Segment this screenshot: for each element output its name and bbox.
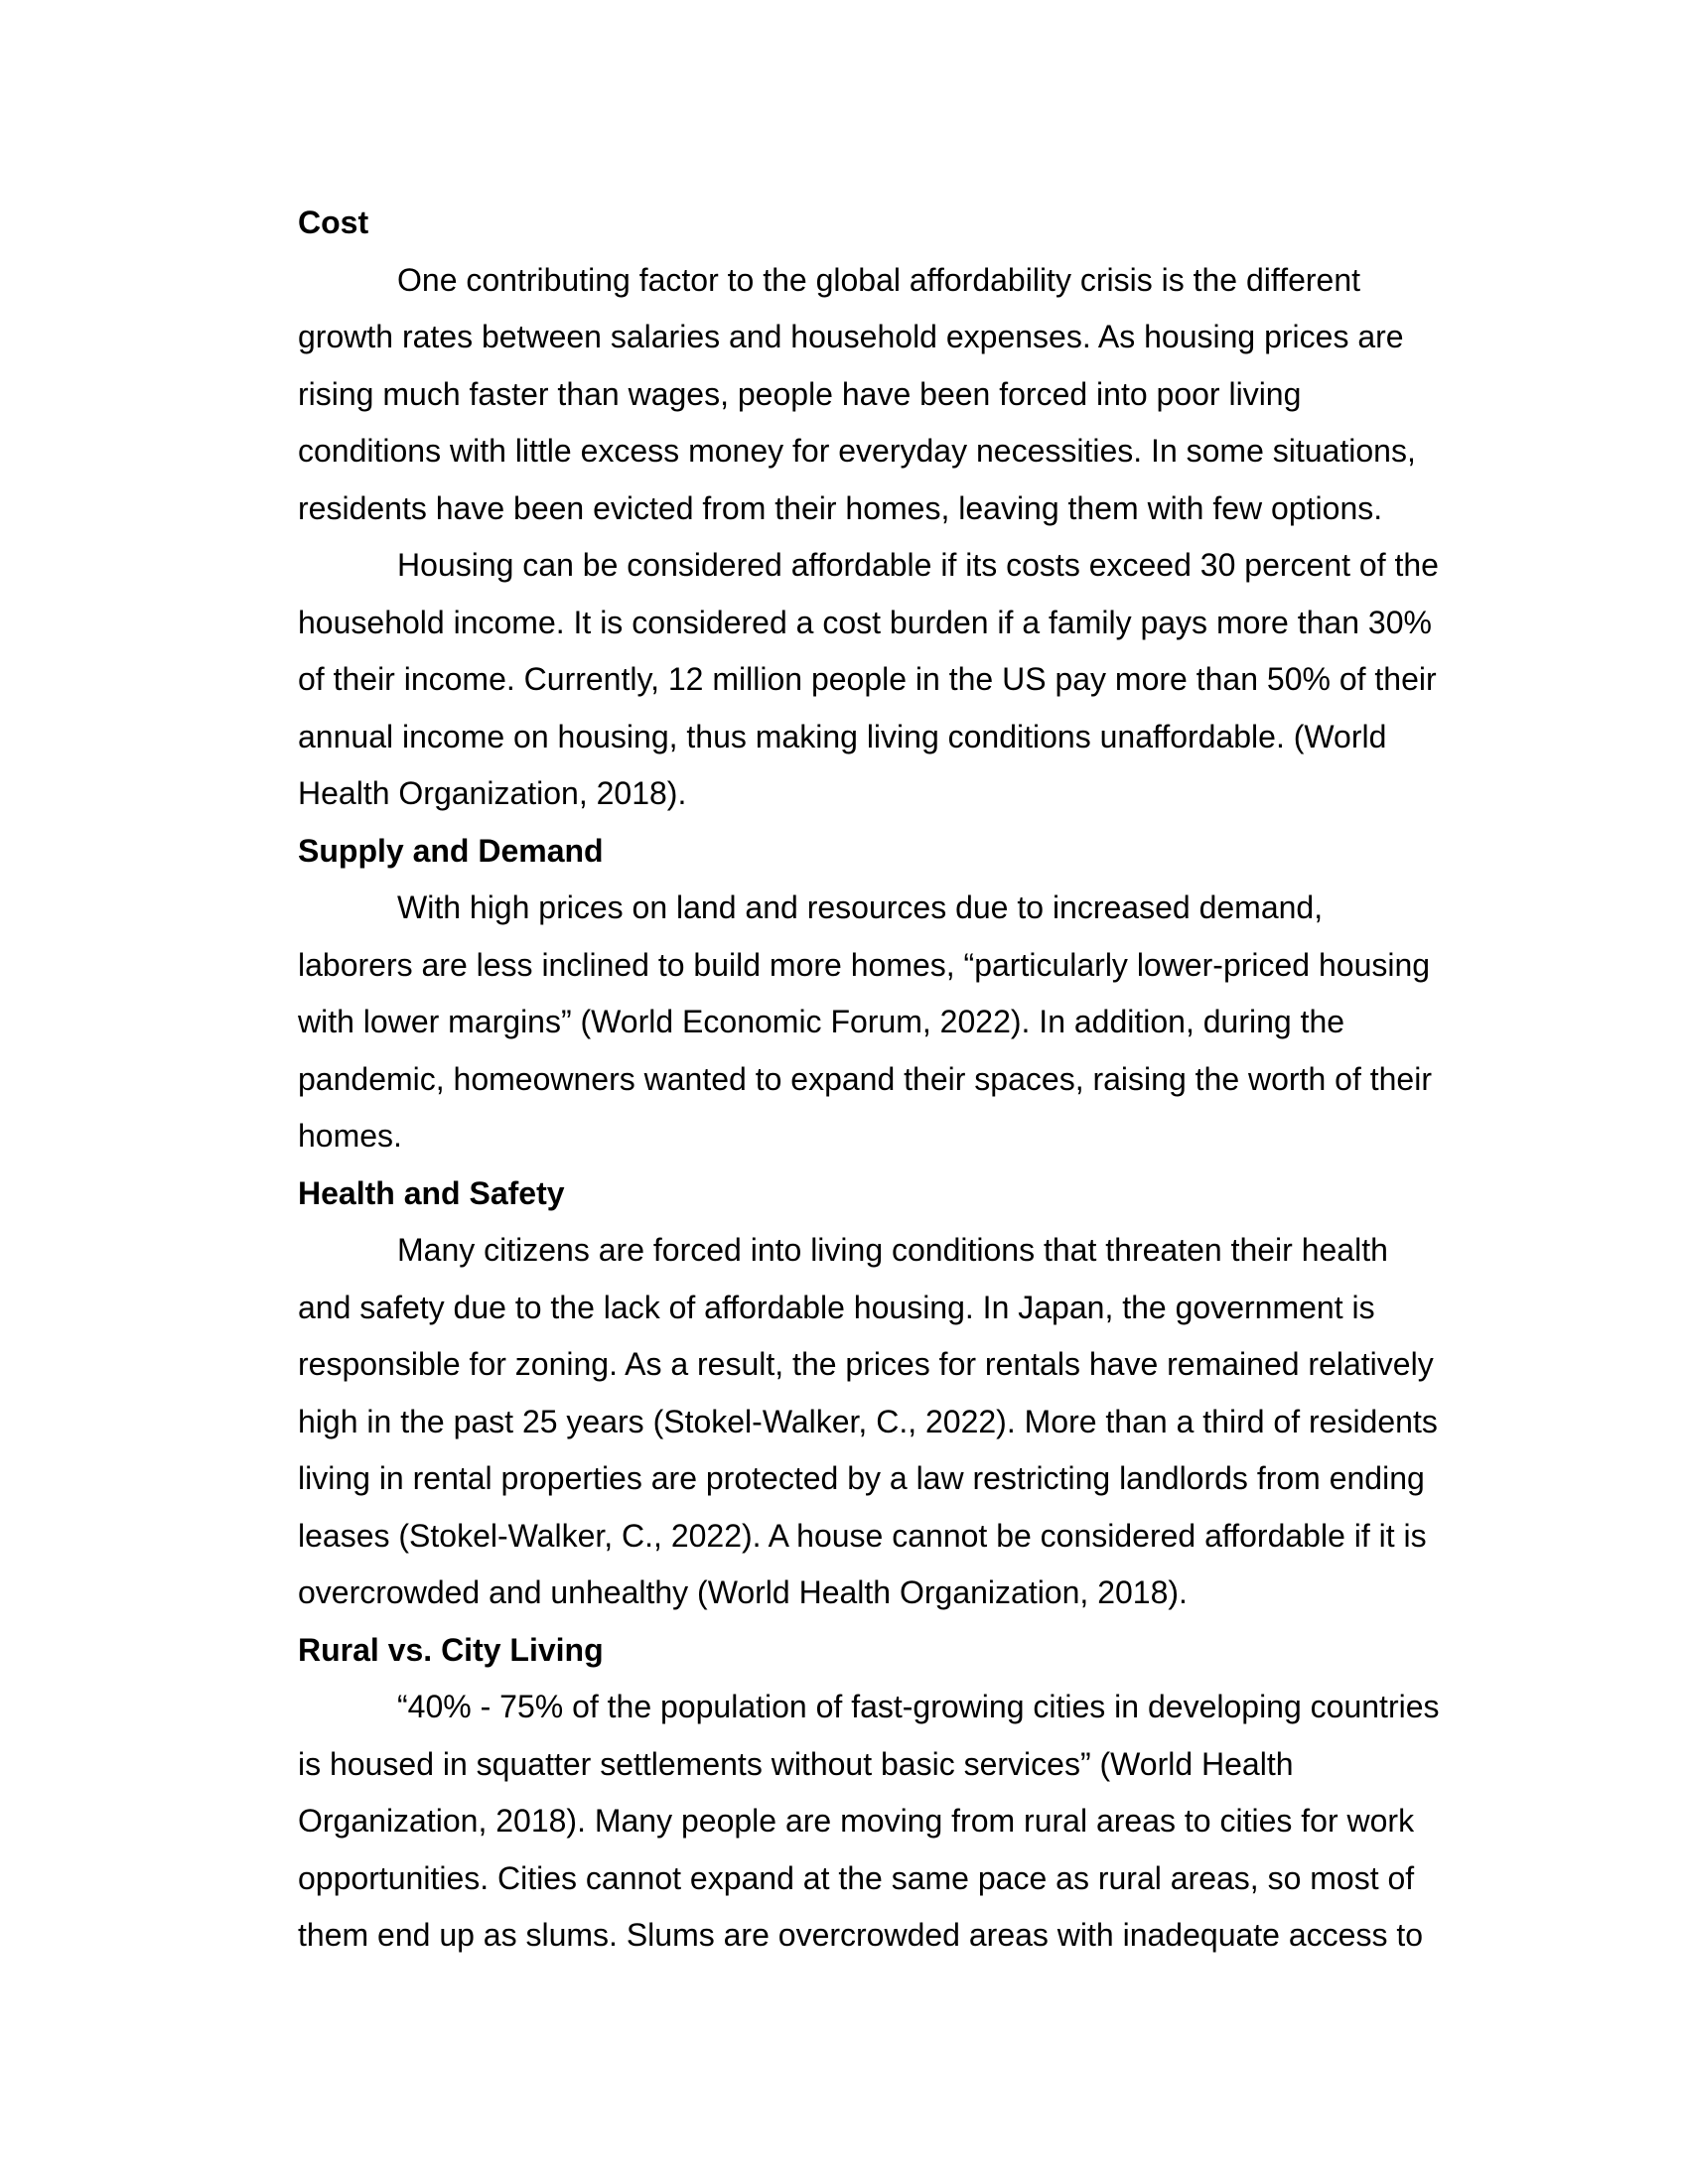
text-line: annual income on housing, thus making living conditions unaffordable. (World bbox=[298, 718, 1387, 754]
text-line: leases (Stokel-Walker, C., 2022). A house cannot be considered affordable if it is bbox=[298, 1517, 1427, 1554]
document-page bbox=[298, 195, 1489, 1965]
text-line: responsible for zoning. As a result, the prices for rentals have remained relatively bbox=[298, 1346, 1434, 1382]
text-line: Housing can be considered affordable if its costs exceed 30 percent of the bbox=[397, 547, 1439, 583]
section-heading-cost: Cost bbox=[298, 205, 369, 240]
paragraph bbox=[298, 537, 1489, 823]
text-line: growth rates between salaries and household expenses. As housing prices are bbox=[298, 319, 1404, 354]
text-line: of their income. Currently, 12 million people in the US pay more than 50% of their bbox=[298, 661, 1437, 697]
paragraph bbox=[298, 1222, 1489, 1622]
text-line: With high prices on land and resources due to increased demand, bbox=[397, 889, 1324, 925]
text-line: One contributing factor to the global affordability crisis is the different bbox=[397, 261, 1361, 298]
text-line: high in the past 25 years (Stokel-Walker, C., 2022). More than a third of residents bbox=[298, 1403, 1438, 1439]
text-line: conditions with little excess money for everyday necessities. In some situations, bbox=[298, 433, 1416, 469]
text-line: Organization, 2018). Many people are moving from rural areas to cities for work bbox=[298, 1803, 1415, 1839]
paragraph bbox=[298, 880, 1489, 1165]
section-heading-supply-and-demand: Supply and Demand bbox=[298, 832, 604, 869]
text-line: residents have been evicted from their homes, leaving them with few options. bbox=[298, 489, 1383, 526]
paragraph bbox=[298, 1679, 1489, 1965]
text-line: household income. It is considered a cost burden if a family pays more than 30% bbox=[298, 604, 1432, 640]
paragraph bbox=[298, 252, 1489, 538]
text-line: and safety due to the lack of affordable housing. In Japan, the government is bbox=[298, 1289, 1375, 1325]
text-line: them end up as slums. Slums are overcrowded areas with inadequate access to bbox=[298, 1917, 1424, 1953]
text-line: Many citizens are forced into living conditions that threaten their health bbox=[397, 1232, 1388, 1268]
text-line: overcrowded and unhealthy (World Health Organization, 2018). bbox=[298, 1574, 1188, 1610]
text-line: living in rental properties are protected by a law restricting landlords from ending bbox=[298, 1460, 1425, 1496]
text-line: is housed in squatter settlements without basic services” (World Health bbox=[298, 1745, 1294, 1782]
text-line: “40% - 75% of the population of fast-growing cities in developing countries bbox=[397, 1689, 1440, 1724]
text-line: rising much faster than wages, people have been forced into poor living bbox=[298, 375, 1302, 412]
text-line: homes. bbox=[298, 1118, 402, 1154]
text-line: pandemic, homeowners wanted to expand their spaces, raising the worth of their bbox=[298, 1060, 1432, 1097]
text-line: laborers are less inclined to build more homes, “particularly lower-priced housing bbox=[298, 946, 1431, 983]
text-line: with lower margins” (World Economic Forum, 2022). In addition, during the bbox=[298, 1004, 1345, 1039]
text-line: Health Organization, 2018). bbox=[298, 775, 687, 811]
section-heading-rural-vs-city-living: Rural vs. City Living bbox=[298, 1631, 604, 1668]
section-heading-health-and-safety: Health and Safety bbox=[298, 1174, 565, 1211]
text-line: opportunities. Cities cannot expand at the same pace as rural areas, so most of bbox=[298, 1859, 1415, 1896]
